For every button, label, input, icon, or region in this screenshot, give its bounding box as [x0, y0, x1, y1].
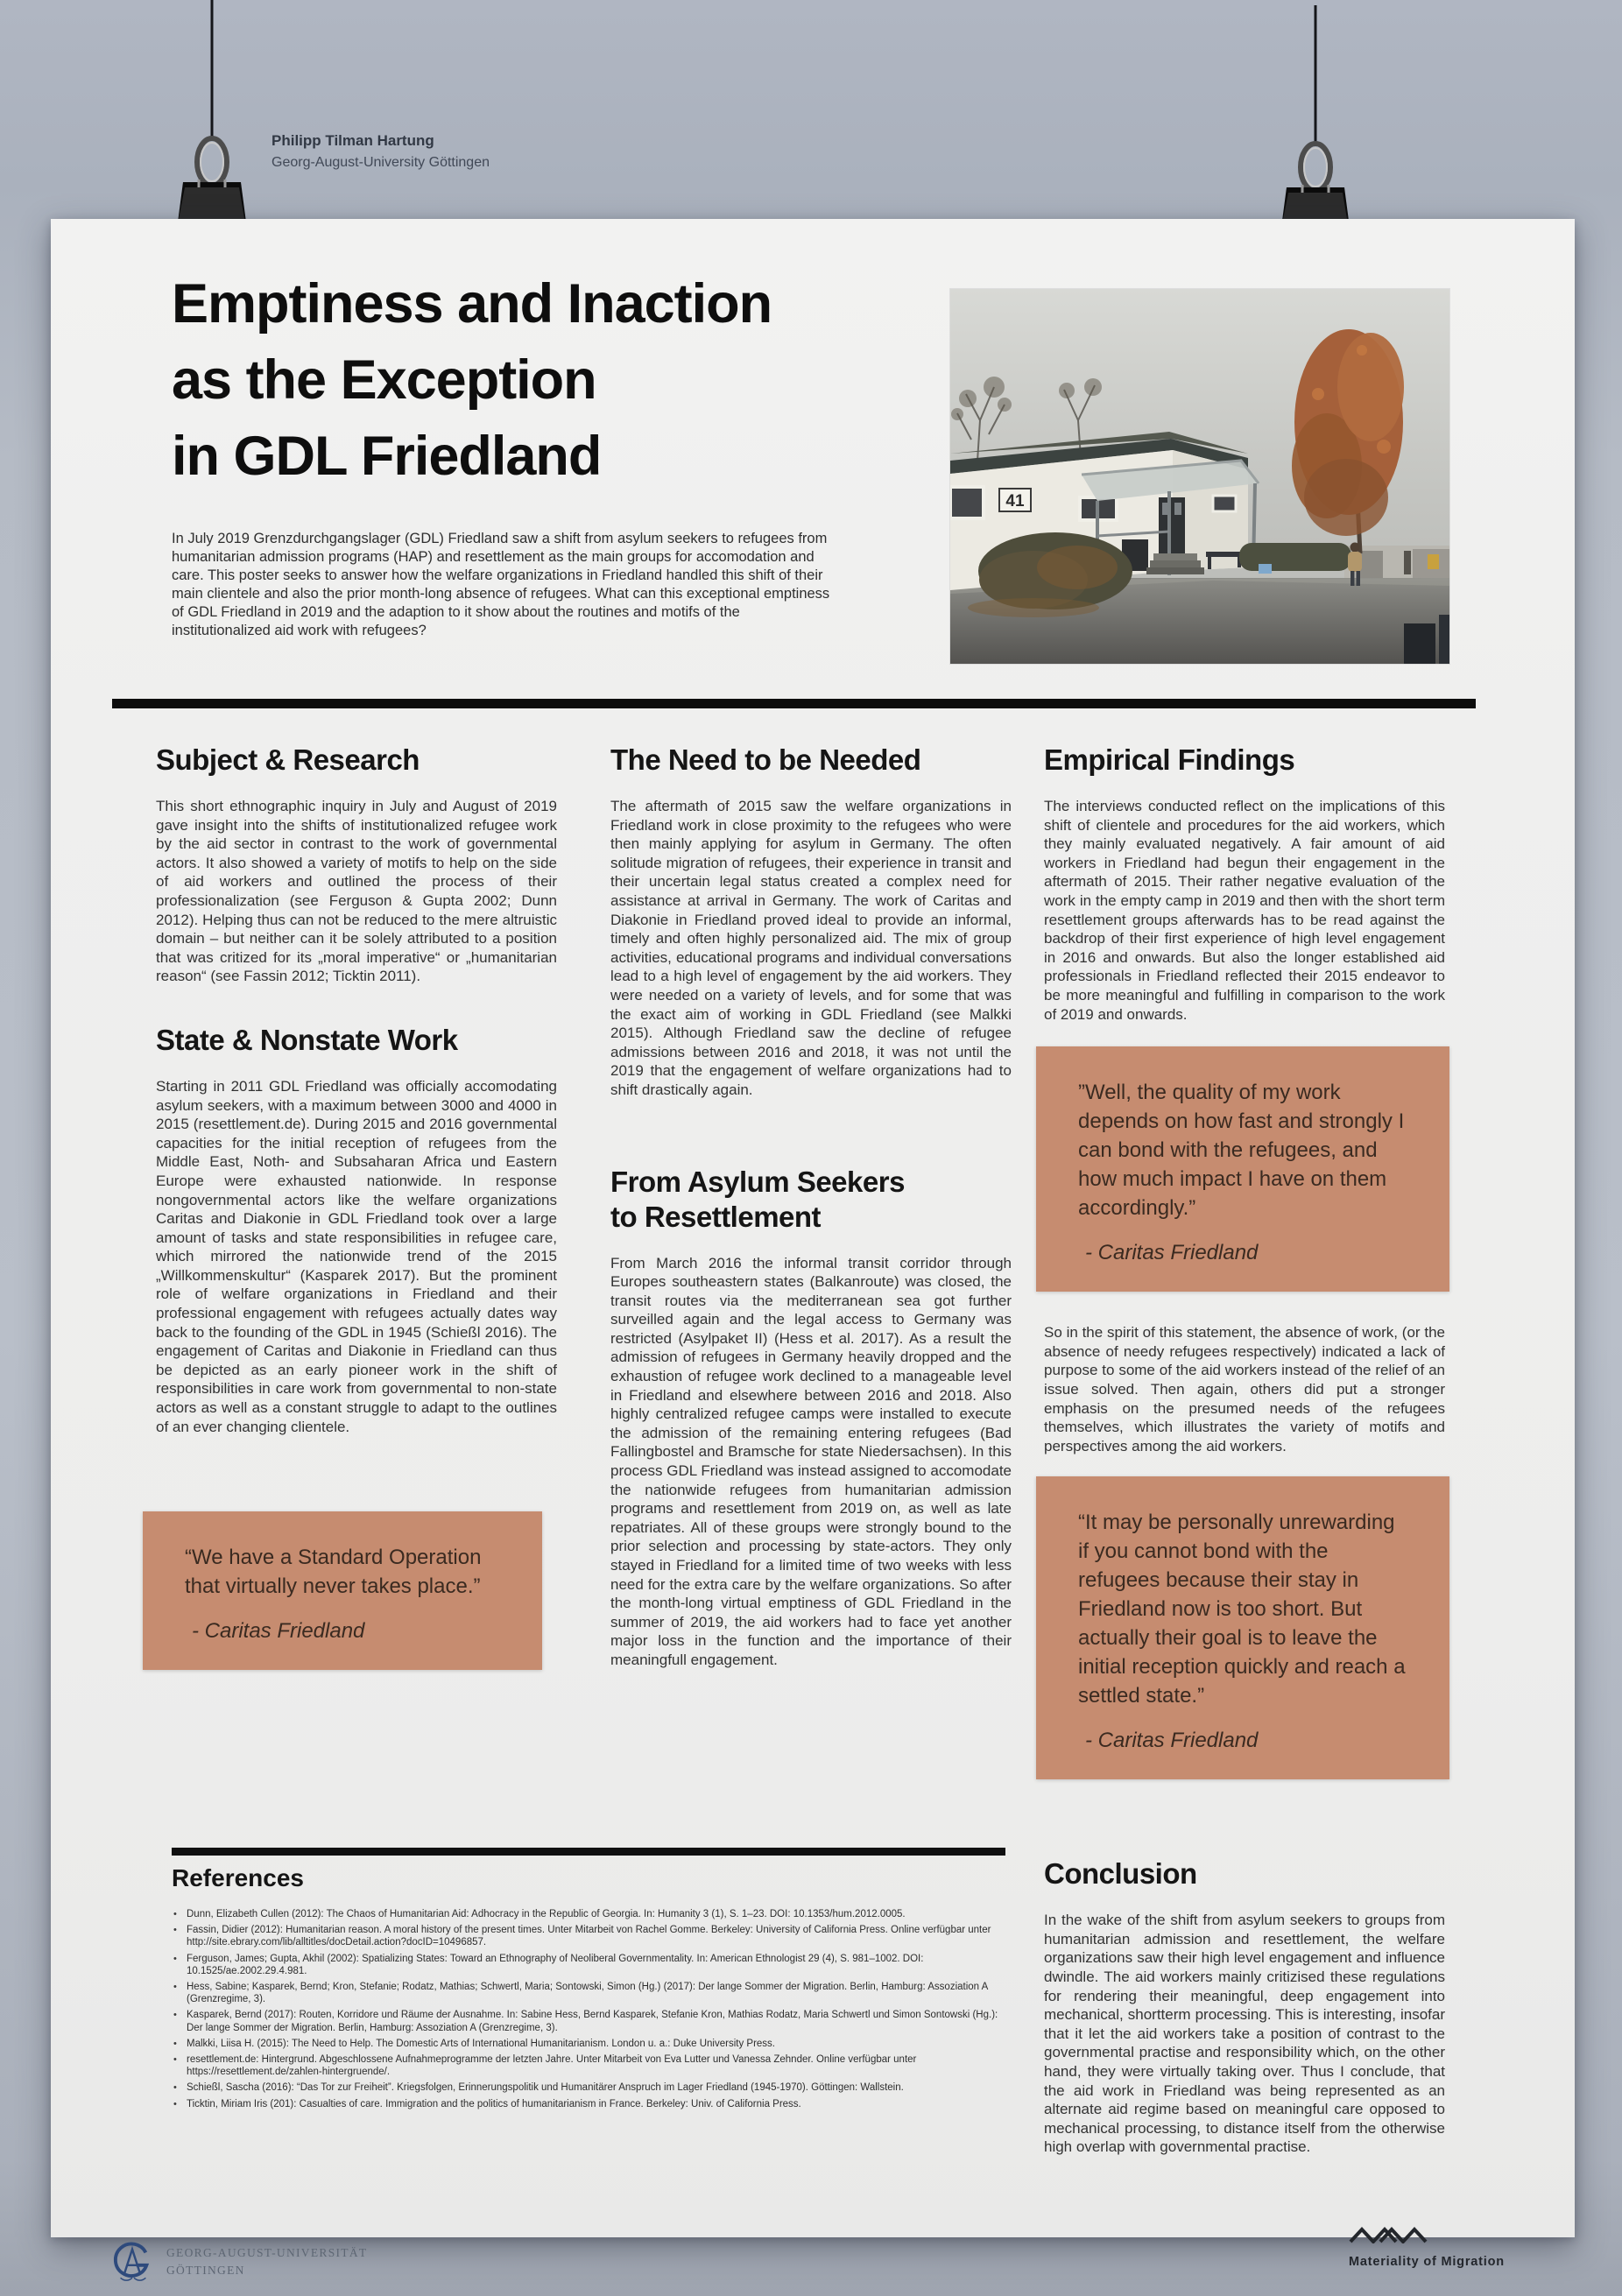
section-heading-need-to-be-needed: The Need to be Needed [610, 743, 921, 776]
references-divider [172, 1848, 1005, 1856]
reference-item: • Dunn, Elizabeth Cullen (2012): The Chaos of Humanitarian Aid: Adhocracy in the Republic of Georgia. In: Humanity 3 (1), S. 1–23. DOI: 10.1353/hum.2012.0005. [172, 1908, 1008, 1920]
university-name-line2: GÖTTINGEN [166, 2264, 245, 2277]
heading-line2: to Resettlement [610, 1200, 822, 1233]
quote-attribution: - Caritas Friedland [1085, 1241, 1259, 1265]
section-body-need-to-be-needed: The aftermath of 2015 saw the welfare organizations in Friedland work in close proximity to the refugees who were then mainly applying for asylum in Germany. The often solitude migration of refugees, their experience in transit and their uncertain legal status created a complex need for assistance at arrival in Germany. The work of Caritas and Diakonie in Friedland proved ideal to provide an informal, timely and often highly personalized aid. The mix of group activities, educational programs and individual conversations lead to a high level of engagement by the aid workers. They were needed on a variety of levels, and for some that was the exact aim of working in GDL Friedland (see Malkki 2015). Although Friedland saw the decline of refugee admissions between 2016 and 2018, it was not until the 2019 that the engagement of welfare organizations had to shift drastically again. [610, 798, 1012, 1098]
poster-sheet [51, 219, 1575, 2237]
section-body-state-nonstate: Starting in 2011 GDL Friedland was officially accomodating asylum seekers, with a maximum between 3000 and 4000 in 2015 (resettlement.de). During 2015 and 2016 governmental capacities for the initial reception of refugees from the Middle East, Noth- and Subsaharan Africa und Eastern Europe were exhausted nationwide. In response nongovernmental actors like the welfare organizations Caritas and Diakonie in GDL Friedland took over a large amount of tasks and state responsibilities in refugee care, which mirrored the nationwide trend of the 2015 „Willkommenskultur“ (Kasparek 2017). But the prominent role of welfare organizations in Friedland and their professional engagement with refugees actually dates way back to the founding of the GDL in 1945 (Schießl 2016). The engagement of Caritas and Diakonie in Friedland can thus be depicted as an early pioneer work in the shift of responsibilities in care work from governmental to non-state actors as well as a constant struggle to adapt to the outlines of an ever changing clientele. [156, 1077, 557, 1435]
reference-item: • Kasparek, Bernd (2017): Routen, Korridore und Räume der Ausnahme. In: Sabine Hess, Bernd Kasparek, Stefanie Kron, Mathias Rodatz, Maria Schwertl und Simon Sontowski (Hg.): Der lange Sommer der Migration. Berlin, Hamburg: Assoziation A (Grenzregime, 3). [172, 2009, 1008, 2033]
section-heading-subject-research: Subject & Research [156, 743, 420, 776]
university-logo-block [110, 2238, 367, 2285]
section-body-spirit-of-statement: So in the spirit of this statement, the absence of work, (or the absence of needy refugees respectively) indicated a lack of purpose to some of the aid workers instead of the relief of an issue solved. Then again, others did put a stronger emphasis on the presumed needs of the refugees themselves, which illustrates the variety of motifs and perspectives among the aid workers. [1044, 1324, 1445, 1454]
quote-attribution: - Caritas Friedland [1085, 1729, 1259, 1753]
project-logo-block [1349, 2226, 1559, 2269]
quote-attribution: - Caritas Friedland [192, 1619, 365, 1644]
poster-intro: In July 2019 Grenzdurchgangslager (GDL) Friedland saw a shift from asylum seekers to refugees from humanitarian admission programs (HAP) and resettlement as the main groups for accomodation and care. This poster seeks to answer how the welfare organizations in Friedland handled this shift of their main clientele and also the prior month-long absence of refugees. What can this exceptional emptiness of GDL Friedland in 2019 and the adaption to it show about the routines and motifs of the institutionalized aid work with refugees? [172, 530, 830, 638]
zigzag-mountains-icon [1349, 2226, 1433, 2243]
section-body-asylum-to-resettlement: From March 2016 the informal transit corridor through Europes southeastern states (Balkanroute) was closed, the transit routes via the mediterranean sea got further surveilled again and the legal access to Germany was restricted (Asylpaket II) (Hess et al. 2017). As a result the admission of refugees in Germany heavily dropped and the exhaustion of refugee work declined to a manageable level in Friedland and elsewhere between 2016 and 2018. Also highly centralized refugee camps were installed to execute the admission of the remaining entering refugees (Bad Fallingbostel and Bramsche for state Niedersachsen). In this process GDL Friedland was instead assigned to accomodate the nationwide refugees from humanitarian admission programs and resettlement from 2019 on, as well as late repatriates. All of these groups were strongly bound to the prior selection and processing by state-actors. They only stayed in Friedland for a limited time of two weeks with less need for the extra care by the welfare organizations. So after the month-long virtual emptiness of GDL Friedland in the summer of 2019, the aid workers had to face yet another major loss in the function and the importance of their meaningfull engagement. [610, 1254, 1012, 1668]
reference-item: • Schießl, Sascha (2016): “Das Tor zur Freiheit”. Kriegsfolgen, Erinnerungspolitik und Humanitärer Anspruch im Lager Friedland (1945-1970). Göttingen: Wallstein. [172, 2081, 1008, 2094]
section-body-empirical-findings: The interviews conducted reflect on the implications of this shift of clientele and procedures for the aid workers, which they mainly evaluated negatively. A fair amount of aid workers in Friedland had begun their engagement in the aftermath of 2015. Their rather negative evaluation of the work in the empty camp in 2019 and then with the short term resettlement groups afterwards has to be read against the backdrop of their first experience of high level engagement in 2016 and onwards. But also the longer established aid professionals in Friedland reflected their 2015 endeavor to be more meaningful and fulfilling in comparison to the work of 2019 and onwards. [1044, 798, 1445, 1023]
heading-line1: From Asylum Seekers [610, 1165, 905, 1198]
section-body-subject-research: This short ethnographic inquiry in July and August of 2019 gave insight into the shifts of institutionalized refugee work by the aid sector in contrast to the work of governmental actors. It also showed a variety of motifs to help on the side of aid workers and outlined the process of their professionalization (see Ferguson & Gupta 2002; Dunn 2012). Helping thus can not be reduced to the mere altruistic domain – but neither can it be solely attributed to a position that was critized for its „moral imperative“ or „humanitarian reason“ (see Fassin 2012; Ticktin 2011). [156, 798, 557, 985]
author-block [272, 131, 490, 173]
building-number: 41 [1005, 492, 1025, 511]
poster-title-line2: as the Exception [172, 349, 596, 411]
column-need-to-be-needed [610, 743, 1012, 1670]
poster-title-line3: in GDL Friedland [172, 426, 602, 487]
quote-text: ”Well, the quality of my work depends on how fast and strongly I can bond with the refugees, and how much impact I have on them accordingly.” [1078, 1081, 1405, 1221]
quote-box-quality-of-work [1036, 1046, 1449, 1292]
reference-item: • Ticktin, Miriam Iris (201): Casualties of care. Immigration and the politics of humanitarianism in France. Berkeley: Univ. of California Press. [172, 2098, 1008, 2110]
photo-blue-bag [1259, 564, 1272, 574]
poster-title-line1: Emptiness and Inaction [172, 273, 772, 335]
section-heading-conclusion: Conclusion [1044, 1857, 1197, 1891]
quote-text: “It may be personally unrewarding if you cannot bond with the refugees because their stay in Friedland now is too short. But actually their goal is to leave the initial reception quickly and reach a settled state.” [1078, 1511, 1406, 1708]
reference-item: • Hess, Sabine; Kasparek, Bernd; Kron, Stefanie; Rodatz, Mathias; Schwertl, Maria; Sontowski, Simon (Hg.) (2017): Der lange Sommer der Migration. Berlin, Hamburg: Assoziation A (Grenzregime, 3). [172, 1981, 1008, 2005]
university-name-line1: GEORG-AUGUST-UNIVERSITÄT [166, 2246, 368, 2259]
project-name: Materiality of Migration [1349, 2255, 1505, 2269]
reference-item: • Malkki, Liisa H. (2015): The Need to Help. The Domestic Arts of International Humanitarianism. London u. a.: Duke University Press. [172, 2038, 1008, 2050]
quote-text: “We have a Standard Operation that virtually never takes place.” [185, 1546, 482, 1599]
quote-box-personally-unrewarding [1036, 1476, 1449, 1779]
section-heading-asylum-to-resettlement [610, 1165, 1012, 1235]
camp-photo [950, 289, 1449, 664]
section-heading-state-nonstate: State & Nonstate Work [156, 1023, 458, 1056]
references-list [172, 1908, 1005, 2110]
header-divider [112, 699, 1476, 708]
quote-box-standard-operation [143, 1511, 542, 1670]
column-subject-research [156, 743, 557, 1670]
reference-item: • Fassin, Didier (2012): Humanitarian reason. A moral history of the present times. Unter Mitarbeit von Rachel Gomme. Berkeley: University of California Press. Online verfügbar unter http://site.ebrary.com/lib/alltitles/docDetail.action?docID=10496857. [172, 1924, 1008, 1948]
reference-item: • Ferguson, James; Gupta, Akhil (2002): Spatializing States: Toward an Ethnography of Neoliberal Governmentality. In: American Ethnologist 29 (4), S. 981–1002. DOI: 10.1525/ae.2002.29.4.981. [172, 1953, 1008, 1977]
poster-title [172, 266, 772, 495]
goettingen-monogram-icon [110, 2238, 154, 2285]
author-name: Philipp Tilman Hartung [272, 132, 434, 149]
university-name [166, 2244, 367, 2279]
column-empirical-findings [1044, 743, 1445, 2157]
section-body-conclusion: In the wake of the shift from asylum seekers to groups from humanitarian admission and resettlement, the welfare organizations saw their high level engagement and influence dwindle. The aid workers mainly critizised these regulations for rendering their meaningful, deep engagement into mechanical, shortterm processing. This is interesting, insofar that it let the aid workers take a position of contrast to the governmental practise and responsibility which, on the other hand, they were virtually taking over. Thus I conclude, that the aid work in Friedland was being represented as an alternate aid regime based on meaningful care opposed to mechanical processing, to distance itself from the otherwise high overlap with governmental practise. [1044, 1912, 1445, 2156]
reference-item: • resettlement.de: Hintergrund. Abgeschlossene Aufnahmeprogramme der letzten Jahre. Unter Mitarbeit von Eva Lutter und Vanessa Zehnder. Online verfügbar unter https://resettlement.de/zahlen-hintergruende/. [172, 2053, 1008, 2078]
section-heading-empirical-findings: Empirical Findings [1044, 743, 1295, 776]
references-heading: References [172, 1864, 304, 1891]
references-section [172, 1848, 1005, 2114]
author-affiliation: Georg-August-University Göttingen [272, 155, 490, 170]
